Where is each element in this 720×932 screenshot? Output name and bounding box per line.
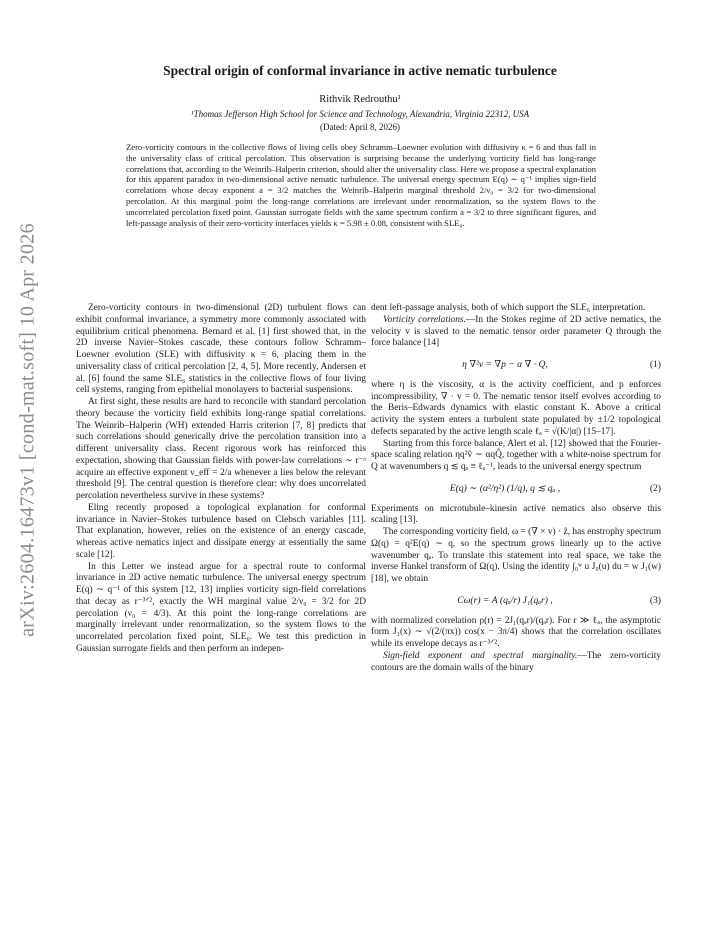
- right-column: [371, 303, 661, 674]
- body-paragraph: Experiments on microtubule–kinesin active nematics also observe this scaling [13].: [371, 503, 661, 526]
- body-paragraph: Starting from this force balance, Alert et al. [12] showed that the Fourier-space scaling relation ηq²v̂ ∼ αqQ̂, together with a white-noise spectrum for Q at wavenumbers q ≲ qₐ ≡ ℓₐ⁻¹, leads to the universal energy spectrum: [371, 438, 661, 472]
- intro-paragraph-3: Eling recently proposed a topological explanation for conformal invariance in Navier–Stokes turbulence based on Clebsch variables [11]. That explanation, however, relies on the existence of an energy cascade, whereas active nematics inject and dissipate energy at essentially the same scale [12].: [76, 502, 366, 560]
- left-column: [76, 303, 366, 656]
- body-paragraph: The corresponding vorticity field, ω = (∇ × v) · ẑ, has enstrophy spectrum Ω(q) = q²E(q) ∼ q, so the spectrum grows linearly up to the active wavenumber qₐ. To translate this statement into real space, we take the inverse Hankel transform of Ω(q). Using the identity ∫₀ʷ u J₀(u) du = w J₁(w) [18], we obtain: [371, 527, 661, 584]
- intro-paragraph-4: In this Letter we instead argue for a spectral route to conformal invariance in 2D active nematic turbulence. The universal energy spectrum E(q) ∼ q⁻¹ of this system [12, 13] implies vorticity sign-field correlations that decay as r⁻³ᐟ², exactly the WH marginal value 2/ν₀ = 3/2 for 2D percolation (ν₀ = 4/3). At this point the long-range correlations are marginally irrelevant under renormalization, so the system flows to the uncorrelated percolation fixed point, SLE₆. We test this prediction in Gaussian surrogate fields and then perform an indepen-: [76, 561, 366, 654]
- dated-line: (Dated: April 8, 2026): [320, 122, 400, 132]
- equation-body: Cω(r) = A (qₐ/r) J₁(qₐr) ,: [457, 594, 553, 606]
- section-runin-heading: Vorticity correlations.: [383, 314, 466, 325]
- sign-field-paragraph: [371, 651, 661, 675]
- vorticity-correlations-paragraph: [371, 315, 661, 350]
- affiliation-line: ¹Thomas Jefferson High School for Science and Technology, Alexandria, Virginia 22312, USA: [190, 109, 530, 119]
- equation-3: [371, 595, 661, 607]
- body-paragraph: where η is the viscosity, α is the activity coefficient, and p enforces incompressibility, ∇ · v = 0. The nematic tensor itself evolves according to the Beris–Edwards dynamics with elastic constant K. Above a critical activity the system enters a turbulent state populated by ±1/2 topological defects separated by the active length scale ℓₐ = √(K/|α|) [15–17].: [371, 379, 661, 437]
- equation-number: (3): [649, 594, 661, 606]
- equation-1: [371, 359, 661, 371]
- body-paragraph: with normalized correlation ρ(r) = 2J₁(qₐr)/(qₐr). For r ≫ ℓₐ, the asymptotic form J₁(x) ∼ √(2/(πx)) cos(x − 3π/4) shows that the correlation oscillates while its envelope decays as r⁻³ᐟ².: [371, 615, 661, 649]
- intro-paragraph-1: Zero-vorticity contours in two-dimensional (2D) turbulent flows can exhibit conformal invariance, a symmetry more commonly associated with equilibrium critical phenomena. Bernard et al. [1] first showed that, in the 2D inverse Navier–Stokes cascade, these contours follow Schramm–Loewner evolution (SLE) with diffusivity κ = 6, placing them in the universality class of critical percolation [2, 4, 5]. More recently, Andersen et al. [6] found the same SLE₆ statistics in the collective flows of four living cell systems, ranging from epithelial monolayers to bacterial suspensions.: [76, 303, 366, 396]
- abstract: Zero-vorticity contours in the collective flows of living cells obey Schramm–Loewner evolution with diffusivity κ = 6 and thus fall in the universality class of critical percolation. This observation is surprising because the underlying vorticity field has long-range correlations that, according to the Weinrib–Halperin criterion, should alter the universality class. Here we propose a spectral explanation for this apparent paradox in two-dimensional active nematic turbulence. The universal energy spectrum E(q) ∼ q⁻¹ implies sign-field correlations whose decay exponent a = 3/2 matches the Weinrib–Halperin marginal threshold 2/ν₀ = 3/2 for two-dimensional percolation. At this marginal point the long-range correlations are irrelevant under renormalization, so the system flows to the uncorrelated percolation fixed point. Gaussian surrogate fields with the same spectrum confirm a = 3/2 to three significant figures, and left-passage analysis of their zero-vorticity interfaces yields κ = 5.98 ± 0.08, consistent with SLE₆.: [126, 142, 596, 228]
- equation-number: (2): [649, 482, 661, 494]
- equation-2: [371, 483, 661, 495]
- arxiv-identifier: arXiv:2604.16473v1 [cond-mat.soft] 10 Apr 2026: [16, 223, 39, 637]
- paper-title: Spectral origin of conformal invariance in active nematic turbulence: [163, 63, 557, 78]
- equation-body: η ∇²v = ∇p − α ∇ · Q,: [462, 359, 548, 370]
- intro-paragraph-2: At first sight, these results are hard to reconcile with standard percolation theory because the vorticity field exhibits long-range spatial correlations. The Weinrib–Halperin (WH) extended Harris criterion [7, 8] predicts that such correlations should generically drive the percolation transition into a different universality class. Recent rigorous work has reinforced this expectation, showing that Gaussian fields with power-law correlations ∼ r⁻ᵃ acquire an effective exponent ν_eff = 2/a whenever a lies below the relevant threshold [9]. The central question is therefore clear: why does uncorrelated percolation nevertheless survive in these systems?: [76, 397, 366, 501]
- equation-body: E(q) ∼ (α²/η²) (1/q), q ≲ qₐ ,: [449, 482, 561, 494]
- author-line: Rithvik Redrouthu¹: [319, 94, 401, 105]
- paragraph-text: —In the Stokes regime of 2D active nematics, the velocity v is slaved to the nematic tensor order parameter Q through the force balance [14]: [371, 314, 661, 349]
- equation-number: (1): [649, 359, 661, 370]
- arxiv-sidebar-stamp: [14, 200, 42, 660]
- paragraph-text: —The zero-vorticity contours are the domain walls of the binary: [371, 650, 662, 673]
- continued-paragraph: dent left-passage analysis, both of which support the SLE₆ interpretation.: [371, 303, 646, 313]
- section-runin-heading: Sign-field exponent and spectral marginality.: [383, 650, 578, 661]
